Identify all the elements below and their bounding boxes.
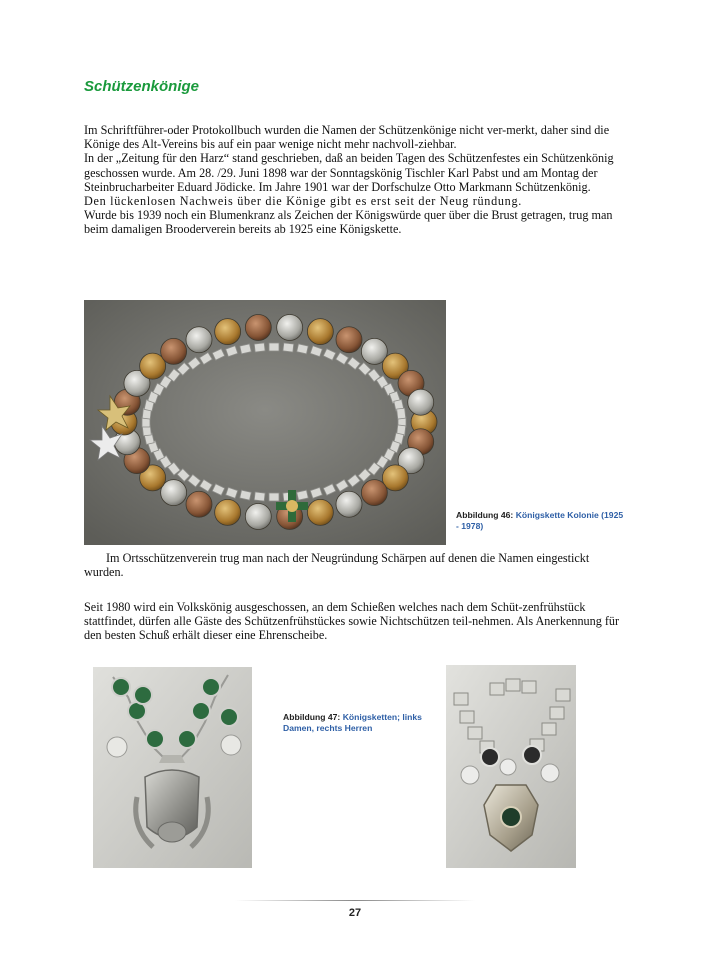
intro-text — [84, 123, 628, 237]
paragraph-newspaper: In der „Zeitung für den Harz“ stand geschrieben, daß an beiden Tagen des Schützenfestes ein Schützenkönig geschossen wurde. Am 28. /29. Juni 1898 war der Sonntagskönig Tischler Karl Pabst und am Montag der Steinbrucharbeiter Eduard Jödicke. Im Jahre 1901 war der Dorfschulze Otto Markmann Schützenkönig. — [84, 151, 614, 194]
mens-chain-image — [446, 665, 576, 868]
caption-text: Königskette Kolonie (1925 - 1978) — [456, 510, 624, 531]
footer-divider — [235, 900, 475, 901]
paragraph-protocol-book: Im Schriftführer-oder Protokollbuch wurden die Namen der Schützenkönige nicht ver-merkt, daher sind die Könige des Alt-Vereins bis auf ein paar wenige nicht mehr nachvoll-ziehbar. — [84, 123, 610, 152]
paragraph-record: Den lückenlosen Nachweis über die Könige gibt es erst seit der Neug ründung. — [84, 194, 523, 209]
kings-chain-image — [84, 300, 446, 545]
caption-figure-46 — [456, 510, 626, 532]
paragraph-wreath: Wurde bis 1939 noch ein Blumenkranz als Zeichen der Königswürde quer über die Brust getragen, trug man beim damaligen Brooderverein bereits ab 1925 eine Königskette. — [84, 208, 613, 237]
caption-figure-47 — [283, 712, 423, 734]
ladies-chain-image — [93, 667, 252, 868]
caption-text: Königsketten; links Damen, rechts Herren — [283, 712, 422, 733]
page-number: 27 — [348, 907, 362, 919]
caption-label: Abbildung 46: — [456, 510, 514, 520]
photo-kings-chain-colony — [84, 300, 446, 545]
paragraph-peoples-king: Seit 1980 wird ein Volkskönig ausgeschossen, an dem Schießen welches nach dem Schüt-zenfrühstück stattfindet, dürfen alle Gäste des Schützenfrühstückes sowie Nichtschützen teil-nehmen. Als Anerkennung für den besten Schuß erhält dieser eine Ehrenscheibe. — [84, 600, 620, 643]
paragraph-sashes: Im Ortsschützenverein trug man nach der Neugründung Schärpen auf denen die Namen eingestickt wurden. — [84, 551, 590, 580]
page-heading: Schützenkönige — [84, 78, 200, 95]
photo-ladies-chain — [93, 667, 252, 868]
caption-label: Abbildung 47: — [283, 712, 341, 722]
photo-mens-chain — [446, 665, 576, 868]
